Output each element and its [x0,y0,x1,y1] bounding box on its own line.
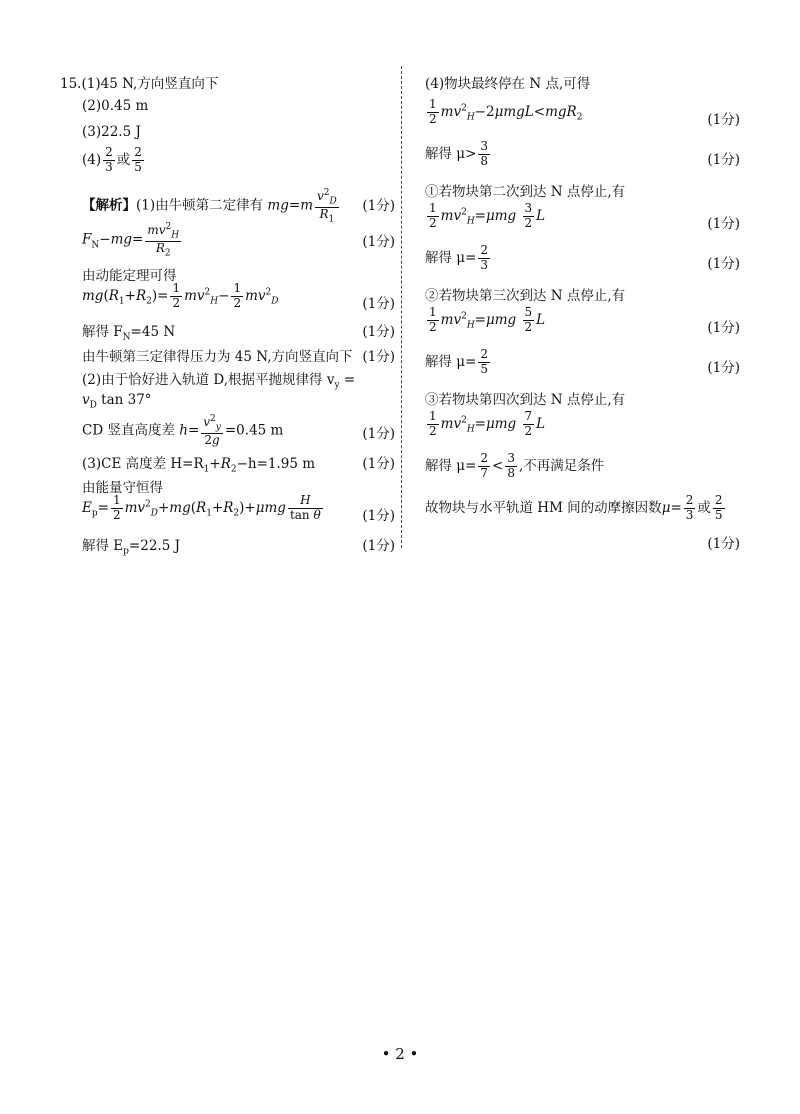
answer-line-1 [60,72,395,92]
fraction: $\frac{2}{3}$ [105,145,113,174]
analysis-value: =45 N [130,324,176,340]
case-3: ③若物块第四次到达 N 点停止,有 [425,392,626,408]
question-number: 15. [60,76,82,92]
analysis-line-5: 解得 $F_N=45$ N [82,324,176,343]
analysis-text: 故物块与水平轨道 HM 间的动摩擦因数 [425,499,662,516]
answer-1: (1)45 N,方向竖直向下 [81,76,219,92]
score: (1分) [707,152,740,168]
analysis-text: (1)由牛顿第二定律有 [136,197,264,214]
fraction: $\frac{H}{\text{tan θ}}$ [289,493,321,522]
analysis-text: 解得 μ> [425,145,477,162]
fraction: $\frac{1}{2}$ [429,305,437,334]
formula-line-4: $mg(R_1+R_2)=$ $\frac{1}{2}$ $mv^2_H-$ $\frac{1}{2}$ $mv^2_D$ [82,281,279,310]
analysis-value: =0.45 m [224,422,284,439]
page-number: • 2 • [381,1045,419,1063]
analysis-text: 解得 μ= [425,457,477,474]
fraction: $\frac{mv^2_H}{R_2}$ [147,222,180,259]
score: (1分) [362,234,395,250]
fraction: $\frac{2}{3}$ [480,243,489,272]
analysis-text: v [82,392,90,408]
analysis-line-7: (2)由于恰好进入轨道 D,根据平抛规律得 $v_y$ = [82,372,356,391]
analysis-text: ,不再满足条件 [518,457,605,474]
fraction: $\frac{3}{2}$ [524,201,533,230]
score: (1分) [362,296,395,312]
formula-line-11: $E_p=$ $\frac{1}{2}$ $mv^2_D+mg(R_1+R_2)+\mu mg$ $\frac{H}{\text{tan θ}}$ [82,493,321,522]
fraction: $\frac{v^2_D}{R_1}$ [317,188,337,225]
analysis-text: 解得 E [82,538,124,554]
analysis-value: =22.5 J [128,538,180,554]
analysis-text: 解得 μ= [425,249,477,266]
formula-c3: $\frac{1}{2}$ $mv^2_H=\mu mg$ $\frac{7}{2}$ L [429,409,546,438]
score: (1分) [707,360,740,376]
fraction: $\frac{7}{2}$ [524,409,533,438]
analysis-text: (2)由于恰好进入轨道 D,根据平抛规律得 v [82,372,335,388]
fraction: $\frac{1}{2}$ [429,409,437,438]
analysis-text: CD 竖直高度差 [82,422,175,439]
fraction: $\frac{v^2_y}{2g}$ [203,414,221,447]
fraction: $\frac{2}{5}$ [480,347,489,376]
case-1-result [425,244,740,273]
answer-4-prefix: (4) [82,151,102,168]
conclusion-or: 或 [697,499,711,516]
fraction: $\frac{1}{2}$ [112,493,121,522]
analysis-text: −h=1.95 m [236,456,316,472]
analysis-line-6: 由牛顿第三定律得压力为 45 N,方向竖直向下 [82,349,353,365]
fraction: $\frac{2}{3}$ [685,493,694,522]
score: (1分) [707,536,740,552]
answer-4-or: 或 [116,151,131,168]
score: (1分) [362,324,395,340]
score: (1分) [362,349,395,365]
fraction: $\frac{5}{2}$ [524,305,533,334]
case-1: ①若物块第二次到达 N 点停止,有 [425,184,626,200]
case-3-result: 解得 μ= $\frac{2}{7}$ < $\frac{3}{8}$ ,不再满足条件 [425,451,605,480]
fraction: $\frac{2}{5}$ [714,493,723,522]
fraction: $\frac{1}{2}$ [429,201,437,230]
fraction: $\frac{3}{8}$ [507,451,515,480]
score: (1分) [362,198,395,214]
score: (1分) [362,508,395,524]
fraction: $\frac{2}{7}$ [480,451,489,480]
answer-4 [60,146,395,175]
right-line-1: (4)物块最终停在 N 点,可得 [425,76,591,92]
column-divider [401,66,402,548]
formula-r2: $\frac{1}{2}$ $mv^2_H-2\mu mgL<mgR_2$ [429,97,583,126]
analysis-text: 解得 μ= [425,353,477,370]
score: (1分) [707,320,740,336]
score: (1分) [362,426,395,442]
score: (1分) [362,538,395,554]
analysis-line-9: (3)CE 高度差 $H=R_1+R_2-h=1.95$ m [82,456,316,475]
analysis-text: 解得 F [82,324,123,340]
analysis-tag: 【解析】 [82,197,136,214]
fraction: $\frac{1}{2}$ [429,97,437,126]
answer-2: (2)0.45 m [82,98,149,114]
score: (1分) [707,112,740,128]
analysis-line-10: 由能量守恒得 [82,480,163,496]
analysis-line-3: 由动能定理可得 [82,268,177,284]
case-2-result [425,348,740,377]
fraction: $\frac{2}{5}$ [134,145,142,174]
case-2: ②若物块第三次到达 N 点停止,有 [425,288,626,304]
analysis-text: (3)CE 高度差 H=R [82,456,204,472]
formula-c2: $\frac{1}{2}$ $mv^2_H=\mu mg$ $\frac{5}{2}$ L [429,305,546,334]
score: (1分) [362,456,395,472]
score: (1分) [707,256,740,272]
score: (1分) [707,216,740,232]
right-line-3 [425,140,740,169]
fraction: $\frac{3}{8}$ [480,139,489,168]
analysis-text: tan 37° [101,392,152,408]
analysis-line-12: 解得 $E_p=22.5$ J [82,538,180,557]
answer-3: (3)22.5 J [82,124,141,140]
formula-c1: $\frac{1}{2}$ $mv^2_H=\mu mg$ $\frac{3}{2}$ L [429,201,546,230]
fraction: $\frac{1}{2}$ [172,281,181,310]
formula-line-2: $F_N-mg=$ $\frac{mv^2_H}{R_2}$ [82,222,180,259]
analysis-line-1: 【解析】(1)由牛顿第二定律有 mg=m $\frac{v^2_D}{R_1}$ [82,188,337,225]
conclusion: 故物块与水平轨道 HM 间的动摩擦因数μ= $\frac{2}{3}$ 或 $\frac{2}{5}$ [425,493,723,522]
analysis-line-8: CD 竖直高度差 h= $\frac{v^2_y}{2g}$ =0.45 m [82,414,284,447]
fraction: $\frac{1}{2}$ [233,281,242,310]
analysis-line-7b: $v_D$ tan 37° [82,392,152,411]
